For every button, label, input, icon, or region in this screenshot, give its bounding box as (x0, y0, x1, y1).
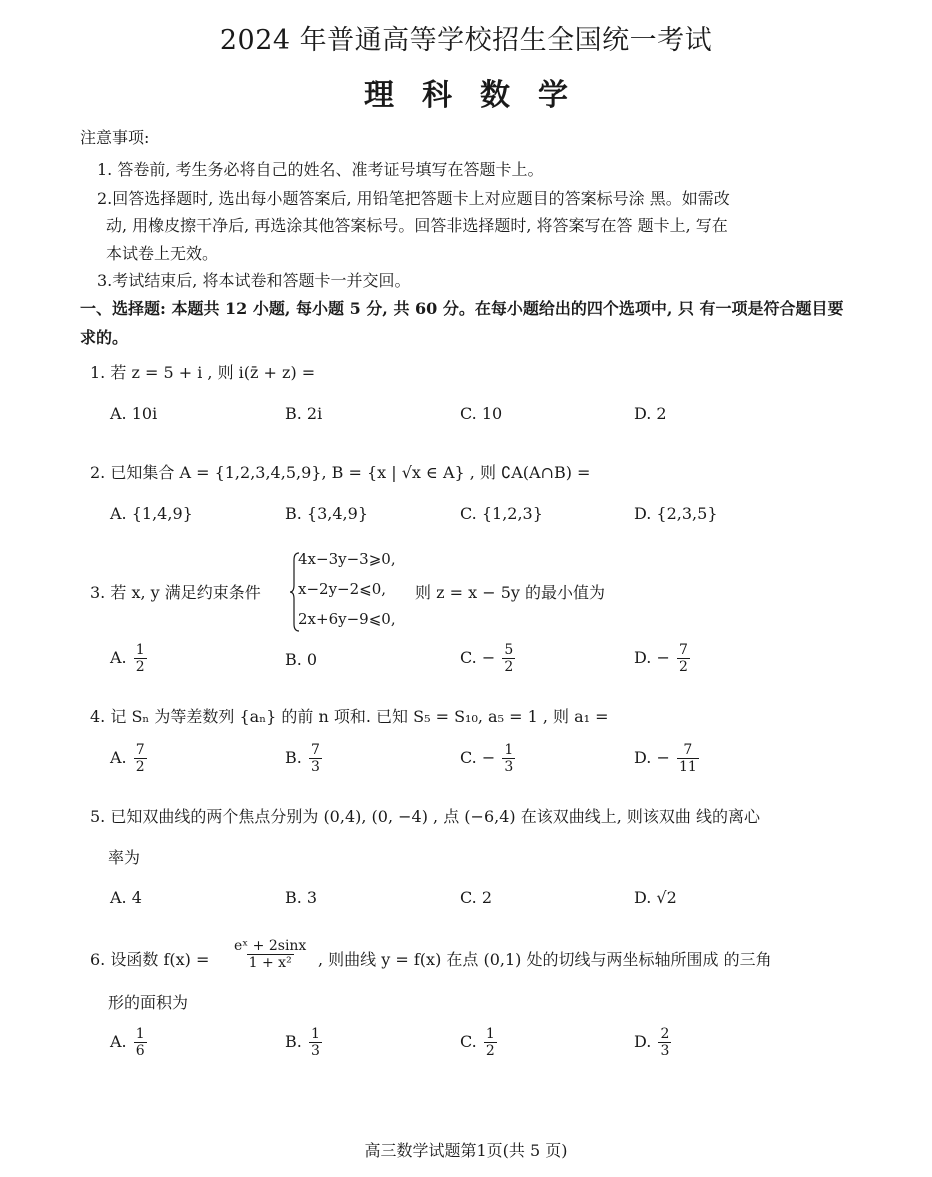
question-4-stem: 4. 记 Sₙ 为等差数列 {aₙ} 的前 n 项和. 已知 S₅ = S₁₀, a₅ = 1 , 则 a₁ = (90, 707, 609, 726)
page-footer: 高三数学试题第1页(共 5 页) (364, 1141, 568, 1160)
fraction: $\frac{1}{2}$ (135, 642, 145, 675)
question-4-option-c: C. − $\frac{1}{3}$ (460, 742, 514, 775)
function-fraction (230, 938, 310, 971)
notice-item-3: 3.考试结束后, 将本试卷和答题卡一并交回。 (97, 271, 411, 290)
notice-item-2-end: 本试卷上无效。 (106, 244, 219, 263)
fraction: $\frac{7}{3}$ (310, 742, 320, 775)
fraction: $\frac{5}{2}$ (504, 642, 514, 675)
question-1-option-b: B. 2i (285, 404, 323, 423)
question-5-option-c: C. 2 (460, 888, 493, 907)
question-6-stem-prefix: 6. 设函数 f(x) = (90, 950, 210, 969)
question-6-stem-cont: 形的面积为 (108, 993, 189, 1012)
fraction: $\frac{\text{eˣ + 2sinx}}{\text{1 + x²}}$ (234, 938, 307, 971)
constraint-3: 2x+6y−9⩽0, (298, 610, 396, 628)
fraction: $\frac{2}{3}$ (660, 1026, 670, 1059)
constraint-2: x−2y−2⩽0, (298, 580, 387, 598)
fraction: $\frac{7}{2}$ (678, 642, 688, 675)
question-2-stem: 2. 已知集合 A = {1,2,3,4,5,9}, B = {x | √x ∈ A} , 则 ∁A(A∩B) = (90, 463, 591, 482)
question-6-option-b: B. $\frac{1}{3}$ (285, 1026, 320, 1059)
question-3-option-c: C. − $\frac{5}{2}$ (460, 642, 514, 675)
fraction: $\frac{1}{3}$ (310, 1026, 320, 1059)
question-1-option-c: C. 10 (460, 404, 503, 423)
question-6-stem-suffix: , 则曲线 y = f(x) 在点 (0,1) 处的切线与两坐标轴所围成 的三角 (318, 950, 772, 969)
question-4-option-a: A. $\frac{7}{2}$ (110, 742, 145, 775)
question-5-stem-cont: 率为 (108, 848, 141, 867)
fraction: $\frac{1}{3}$ (504, 742, 514, 775)
question-5-option-d: D. √2 (634, 888, 677, 907)
question-5-stem: 5. 已知双曲线的两个焦点分别为 (0,4), (0, −4) , 点 (−6,4) 在该双曲线上, 则该双曲 线的离心 (90, 807, 760, 826)
subject-title: 理科数学 (364, 78, 596, 113)
question-1-option-a: A. 10i (110, 404, 158, 423)
question-2-option-d: D. {2,3,5} (634, 504, 718, 523)
fraction: $\frac{1}{6}$ (135, 1026, 145, 1059)
exam-title: 2024 年普通高等学校招生全国统一考试 (219, 25, 713, 56)
notice-item-2: 2.回答选择题时, 选出每小题答案后, 用铅笔把答题卡上对应题目的答案标号涂 黑。如需改 (97, 189, 730, 208)
question-6-option-d: D. $\frac{2}{3}$ (634, 1026, 670, 1059)
question-5-option-a: A. 4 (110, 888, 142, 907)
question-2-option-a: A. {1,4,9} (110, 504, 193, 523)
question-6-option-a: A. $\frac{1}{6}$ (110, 1026, 145, 1059)
question-4-option-d: D. − $\frac{7}{11}$ (634, 742, 697, 775)
fraction: $\frac{7}{2}$ (135, 742, 145, 775)
question-2-option-c: C. {1,2,3} (460, 504, 543, 523)
question-2-option-b: B. {3,4,9} (285, 504, 368, 523)
notice-heading: 注意事项: (80, 128, 150, 147)
notice-item-1: 1. 答卷前, 考生务必将自己的姓名、准考证号填写在答题卡上。 (97, 160, 544, 179)
question-3-stem-suffix: 则 z = x − 5y 的最小值为 (415, 583, 606, 602)
question-1-stem: 1. 若 z = 5 + i , 则 i(z̄ + z) = (90, 363, 316, 382)
notice-item-2-cont: 动, 用橡皮擦干净后, 再选涂其他答案标号。回答非选择题时, 将答案写在答 题卡上, 写在 (106, 216, 728, 235)
question-6-option-c: C. $\frac{1}{2}$ (460, 1026, 495, 1059)
question-3-option-a: A. $\frac{1}{2}$ (110, 642, 145, 675)
question-3-option-d: D. − $\frac{7}{2}$ (634, 642, 688, 675)
constraint-1: 4x−3y−3⩾0, (298, 550, 396, 568)
question-5-option-b: B. 3 (285, 888, 318, 907)
section-heading: 一、选择题: 本题共 12 小题, 每小题 5 分, 共 60 分。在每小题给出的四个选项中, 只 有一项是符合题目要求的。 (80, 299, 844, 347)
question-4-option-b: B. $\frac{7}{3}$ (285, 742, 320, 775)
fraction: $\frac{7}{11}$ (678, 742, 697, 775)
question-3-stem-prefix: 3. 若 x, y 满足约束条件 (90, 583, 261, 602)
fraction: $\frac{1}{2}$ (485, 1026, 495, 1059)
question-3-option-b: B. 0 (285, 650, 318, 669)
question-1-option-d: D. 2 (634, 404, 667, 423)
